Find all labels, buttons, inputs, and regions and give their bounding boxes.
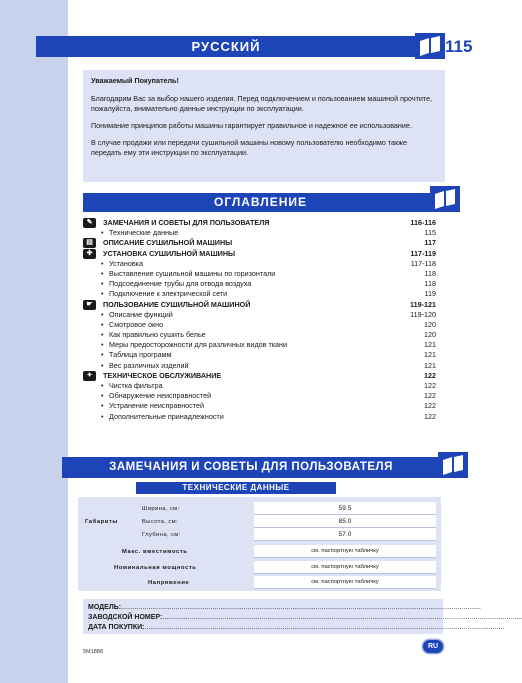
toc-row[interactable] [83,300,436,310]
toc-entry-text: • Технические данные [109,228,178,238]
toc-row[interactable] [83,249,436,259]
toc-entry-page: 122 [424,381,436,390]
toc-entry-page: 117-119 [410,248,436,258]
toc-entry-page: 115 [424,228,436,238]
toc-entry-page: 118 [424,279,436,289]
toc-entry-text: • Устранение неисправностей [109,401,204,411]
toc-row[interactable] [83,269,436,279]
toc-entry-page: 119-120 [410,309,436,319]
serial-label: ЗАВОДСКОЙ НОМЕР: [88,614,163,621]
purchase-date-line [88,623,505,633]
toc-entry-page: 119 [424,289,436,299]
toc-entry-page: 116-116 [410,218,436,227]
voltage-value: см. паспортную табличку [254,576,436,589]
toc-row[interactable] [83,289,436,299]
toc-entry-page: 121 [424,350,436,360]
width-label: Ширина, см: [142,506,180,512]
toc-entry-text: • Обнаружение неисправностей [109,391,211,401]
purchase-info-panel [83,599,522,634]
toc-entry-page: 118 [424,268,436,278]
side-strip [0,0,68,683]
model-fill: ......................................................................................................................................................................................... [121,604,481,611]
document-code: 5M1888 [83,649,103,655]
toc-entry-text: ПОЛЬЗОВАНИЕ СУШИЛЬНОЙ МАШИНОЙ [103,299,251,309]
toc-row[interactable] [83,279,436,289]
depth-value: 57.0 [254,528,436,541]
serial-fill: ......................................................................................................................................................................................... [162,614,522,621]
rated-power-label: Номинальная мощность [114,565,197,571]
toc-entry-text: • Описание функций [109,310,173,320]
toc-entry-page: 121 [424,340,436,350]
intro-paragraph-3: В случае продажи или передачи сушильной машины новому пользователю необходимо также передать ему эти инструкции по эксплуатации. [91,138,407,157]
width-value: 59.5 [254,502,436,515]
toc-entry-page: 119-121 [410,299,436,309]
toc-entry-text: ЗАМЕЧАНИЯ И СОВЕТЫ ДЛЯ ПОЛЬЗОВАТЕЛЯ [103,218,270,227]
toc-row[interactable] [83,371,436,381]
serial-line [88,613,522,623]
toc-title: ОГЛАВЛЕНИЕ [83,193,438,212]
intro-panel [83,70,445,182]
voltage-label: Напряжение [148,580,190,586]
table-of-contents [83,218,436,422]
toc-row[interactable] [83,310,436,320]
toc-row[interactable] [83,228,436,238]
toc-entry-page: 121 [424,360,436,370]
toc-entry-text: • Вес различных изделий [109,361,189,371]
toc-entry-text: ОПИСАНИЕ СУШИЛЬНОЙ МАШИНЫ [103,238,233,248]
toc-row[interactable] [83,412,436,422]
toc-entry-text: ТЕХНИЧЕСКОЕ ОБСЛУЖИВАНИЕ [103,370,222,380]
toc-entry-page: 122 [424,411,436,421]
toc-entry-text: • Подключение к электрической сети [109,289,227,299]
toc-row[interactable] [83,350,436,360]
language-header: РУССКИЙ [36,36,416,57]
tech-data-table [78,497,441,591]
hand-icon: ☛ [83,300,96,310]
toc-entry-text: • Выставление сушильной машины по горизонтали [109,269,275,279]
toc-row[interactable] [83,401,436,411]
toc-row[interactable] [83,218,436,228]
depth-label: Глубина, см: [142,532,181,538]
toc-entry-page: 120 [424,319,436,329]
toc-entry-text: • Меры предосторожности для различных видов ткани [109,340,287,350]
toc-entry-page: 122 [424,370,436,380]
toc-entry-text: • Установка [109,259,143,269]
toc-row[interactable] [83,238,436,248]
toc-row[interactable] [83,391,436,401]
intro-greeting: Уважаемый Покупатель! [91,76,179,85]
intro-paragraph-2: Понимание принципов работы машины гарантирует правильное и надежное ее использование. [91,121,412,130]
toc-entry-page: 122 [424,391,436,401]
max-load-value: см. паспортную табличку [254,545,436,558]
height-label: Высота, см: [142,519,179,525]
book-small-icon: ▤ [83,238,96,248]
toc-entry-text: • Дополнительные принадлежности [109,412,224,422]
toc-entry-page: 117 [424,238,436,248]
rated-power-value: см. паспортную табличку [254,561,436,574]
model-line [88,603,481,613]
language-badge: RU [423,640,443,653]
pencil-icon: ✎ [83,218,96,228]
toc-row[interactable] [83,320,436,330]
book-icon [438,452,468,478]
toc-entry-text: • Как правильно сушить белье [109,330,206,340]
height-value: 85.0 [254,515,436,528]
page-number: 115 [445,37,473,56]
toc-row[interactable] [83,259,436,269]
toc-row[interactable] [83,381,436,391]
screwdriver-icon: ✦ [83,371,96,381]
intro-paragraph-1: Благодарим Вас за выбор нашего изделия. Перед подключением и пользованием машиной прочтите, пожалуйста, внимательно данные инструкции по эксплуатации. [91,94,433,113]
wrench-icon: ✚ [83,249,96,259]
toc-row[interactable] [83,340,436,350]
max-load-label: Макс. вместимость [122,549,188,555]
purchase-date-fill: ......................................................................................................................................................................................... [144,624,505,631]
toc-entry-text: • Таблица программ [109,350,172,360]
book-icon [415,33,445,59]
book-icon [430,186,460,212]
toc-row[interactable] [83,361,436,371]
tech-data-title: ТЕХНИЧЕСКИЕ ДАННЫЕ [136,482,336,494]
toc-entry-page: 120 [424,330,436,340]
purchase-date-label: ДАТА ПОКУПКИ: [88,624,145,631]
dimensions-label: Габариты [85,519,118,525]
section-title-warnings: ЗАМЕЧАНИЯ И СОВЕТЫ ДЛЯ ПОЛЬЗОВАТЕЛЯ [62,457,440,478]
toc-entry-page: 122 [424,401,436,411]
toc-entry-text: • Смотровое окно [109,320,163,330]
toc-row[interactable] [83,330,436,340]
model-label: МОДЕЛЬ: [88,604,122,611]
toc-entry-text: • Подсоединение трубы для отвода воздуха [109,279,251,289]
toc-entry-text: • Чистка фильтра [109,381,163,391]
toc-entry-page: 117-118 [410,258,436,268]
toc-entry-text: УСТАНОВКА СУШИЛЬНОЙ МАШИНЫ [103,248,236,258]
